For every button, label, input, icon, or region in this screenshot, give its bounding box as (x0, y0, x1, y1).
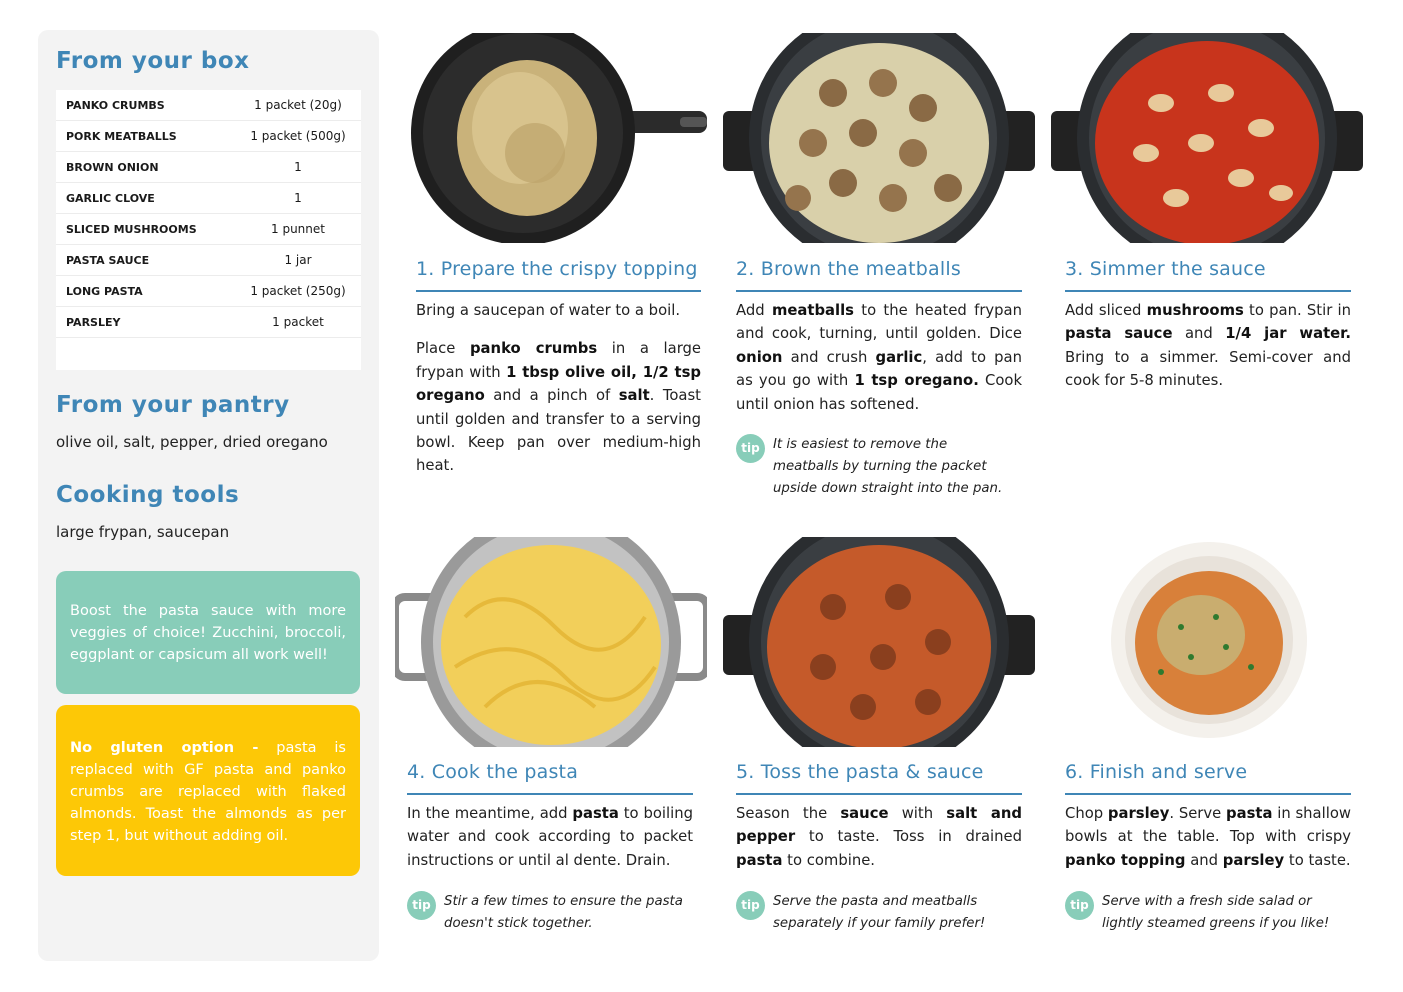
bold-ingredient: sauce (840, 805, 889, 822)
bold-ingredient: pasta (736, 851, 783, 869)
bold-ingredient: 1 tsp oregano. (854, 372, 979, 390)
step-5-photo (723, 537, 1035, 747)
step-paragraph: Place panko crumbs in a large frypan with 1 tbsp olive oil, 1/2 tsp oregano and a pinch of salt. Toast until golden and transfer to a serving bowl. Keep pan over medium-high heat. (416, 340, 702, 475)
step-3-body (1065, 299, 1351, 408)
from-your-pantry-title: From your pantry (56, 392, 290, 418)
gluten-free-label: No gluten option - (70, 740, 259, 756)
step-2-photo (723, 33, 1035, 243)
ingredient-name: PASTA SAUCE (66, 254, 150, 267)
bold-ingredient: meatballs (771, 302, 854, 319)
step-paragraph: Add meatballs to the heated frypan and cook, turning, until golden. Dice onion and crush garlic, add to pan as you go with 1 tsp oregano. Cook until onion has softened. (736, 302, 1023, 413)
ingredient-name: SLICED MUSHROOMS (66, 223, 197, 236)
ingredient-row (56, 245, 361, 276)
ingredient-qty: 1 packet (250g) (250, 284, 346, 298)
step-3-divider (1065, 290, 1351, 292)
ingredient-row (56, 152, 361, 183)
tip-text: It is easiest to remove the meatballs by turning the packet upside down straight into the pan. (773, 437, 1003, 496)
from-your-box-title: From your box (56, 48, 250, 74)
gluten-free-text: pasta is replaced with GF pasta and panko crumbs are replaced with flaked almonds. Toast the almonds as per step 1, but without adding oil. (70, 740, 346, 844)
ingredient-qty: 1 packet (272, 315, 324, 329)
step-2-title: 2. Brown the meatballs (736, 258, 961, 280)
ingredient-qty: 1 (294, 160, 302, 174)
ingredient-name: GARLIC CLOVE (66, 192, 155, 205)
tip-text: Stir a few times to ensure the pasta doesn't stick together. (444, 894, 683, 931)
step-6-body (1065, 802, 1351, 887)
bold-ingredient: mushrooms (1146, 302, 1244, 319)
tip-text: Serve with a fresh side salad or lightly steamed greens if you like! (1102, 894, 1330, 931)
ingredient-name: PORK MEATBALLS (66, 130, 177, 143)
step-2-tip (736, 434, 1022, 500)
step-1-divider (416, 290, 701, 292)
ingredient-row (56, 214, 361, 245)
bold-ingredient: parsley (1222, 851, 1285, 869)
bold-ingredient: parsley (1107, 805, 1170, 822)
tip-badge: tip (736, 434, 765, 463)
ingredient-row (56, 183, 361, 214)
ingredients-table (56, 90, 361, 370)
sidebar-panel (38, 30, 379, 961)
step-5-divider (736, 793, 1022, 795)
bold-ingredient: 1/4 jar water. (1225, 325, 1351, 343)
step-2-body (736, 299, 1022, 431)
step-5-body (736, 802, 1022, 887)
ingredient-qty: 1 packet (20g) (254, 98, 342, 112)
step-4-tip (407, 891, 693, 937)
bold-ingredient: pasta (1226, 805, 1273, 822)
step-6-divider (1065, 793, 1351, 795)
ingredient-row (56, 90, 361, 121)
ingredient-name: PANKO CRUMBS (66, 99, 165, 112)
veggie-tip-box (56, 571, 360, 694)
ingredient-qty: 1 packet (500g) (250, 129, 346, 143)
step-1-body (416, 299, 701, 493)
step-4-divider (407, 793, 693, 795)
step-6-title: 6. Finish and serve (1065, 761, 1248, 783)
bold-ingredient: onion (736, 348, 783, 366)
bold-ingredient: salt (618, 387, 650, 405)
ingredient-name: PARSLEY (66, 316, 121, 329)
step-5-title: 5. Toss the pasta & sauce (736, 761, 984, 783)
ingredient-qty: 1 punnet (271, 222, 325, 236)
step-3-title: 3. Simmer the sauce (1065, 258, 1266, 280)
bold-ingredient: 1 tbsp olive oil, 1/2 tsp oregano (416, 363, 701, 405)
tip-text: Serve the pasta and meatballs separately if your family prefer! (773, 894, 986, 931)
ingredient-qty: 1 (294, 191, 302, 205)
step-paragraph: Season the sauce with salt and pepper to taste. Toss in drained pasta to combine. (736, 805, 1022, 869)
cooking-tools-title: Cooking tools (56, 482, 240, 508)
ingredient-qty: 1 jar (284, 253, 312, 267)
step-6-photo (1051, 537, 1363, 747)
ingredient-row (56, 121, 361, 152)
step-paragraph: Add sliced mushrooms to pan. Stir in pasta sauce and 1/4 jar water. Bring to a simmer. Semi-cover and cook for 5-8 minutes. (1065, 302, 1351, 390)
veggie-tip-text: Boost the pasta sauce with more veggies of choice! Zucchini, broccoli, eggplant or capsicum all work well! (70, 603, 346, 663)
bold-ingredient: panko topping (1065, 851, 1186, 869)
ingredient-row (56, 307, 361, 338)
step-3-photo (1051, 33, 1363, 243)
ingredient-name: BROWN ONION (66, 161, 159, 174)
pantry-list: olive oil, salt, pepper, dried oregano (56, 433, 328, 451)
step-paragraph: Chop parsley. Serve pasta in shallow bowls at the table. Top with crispy panko topping and parsley to taste. (1065, 805, 1351, 869)
bold-ingredient: panko crumbs (469, 340, 598, 358)
gluten-free-note-box (56, 705, 360, 876)
bold-ingredient: pasta (572, 805, 619, 822)
tip-badge: tip (407, 891, 436, 920)
tip-badge: tip (736, 891, 765, 920)
step-1-photo (395, 33, 707, 243)
tools-list: large frypan, saucepan (56, 523, 230, 541)
step-4-title: 4. Cook the pasta (407, 761, 579, 783)
step-4-photo (395, 537, 707, 747)
step-2-divider (736, 290, 1022, 292)
ingredient-row (56, 276, 361, 307)
bold-ingredient: salt and pepper (736, 805, 1022, 846)
tip-badge: tip (1065, 891, 1094, 920)
ingredient-name: LONG PASTA (66, 285, 143, 298)
bold-ingredient: garlic (875, 348, 923, 366)
step-4-body (407, 802, 693, 887)
step-5-tip (736, 891, 1022, 937)
step-6-tip (1065, 891, 1351, 937)
step-paragraph: In the meantime, add pasta to boiling water and cook according to packet instructions or until al dente. Drain. (407, 805, 693, 869)
bold-ingredient: pasta sauce (1065, 325, 1173, 343)
step-paragraph: Bring a saucepan of water to a boil. (416, 302, 681, 319)
step-1-title: 1. Prepare the crispy topping (416, 258, 698, 280)
